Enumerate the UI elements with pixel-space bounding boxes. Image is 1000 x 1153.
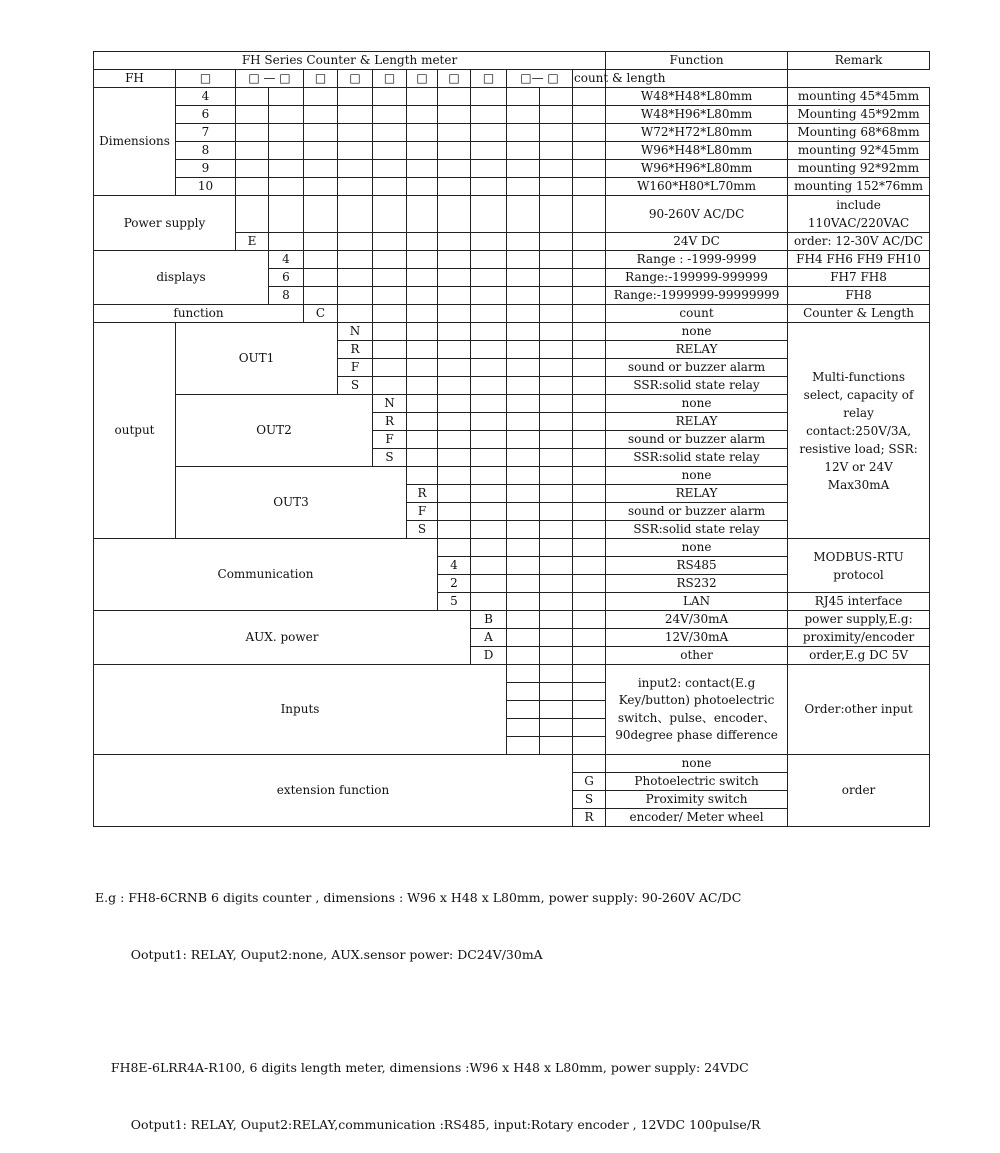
dim-code: 6	[176, 106, 236, 124]
aux-func: other	[606, 647, 788, 665]
note-line: Ootput1: RELAY, Ouput2:none, AUX.sensor power: DC24V/30mA	[95, 947, 543, 962]
comm-row	[94, 539, 930, 557]
function-header: Function	[606, 52, 788, 70]
code-box: □	[304, 70, 338, 88]
out2-code: S	[373, 449, 407, 467]
ext-code	[573, 755, 606, 773]
dim-code: 7	[176, 124, 236, 142]
aux-remark: power supply,E.g:	[788, 611, 930, 629]
inputs-row	[94, 665, 930, 683]
code-function: count & length	[573, 70, 606, 88]
note-line: Ootput1: RELAY, Ouput2:RELAY,communication :RS485, input:Rotary encoder , 12VDC 100pulse/R	[95, 1117, 761, 1132]
code-box: □	[176, 70, 236, 88]
out1-code: N	[338, 323, 373, 341]
dim-func: W160*H80*L70mm	[606, 178, 788, 196]
spec-table	[93, 51, 930, 827]
out-func: none	[606, 467, 788, 485]
power-code: E	[236, 233, 269, 251]
aux-func: 12V/30mA	[606, 629, 788, 647]
dim-func: W96*H48*L80mm	[606, 142, 788, 160]
comm-label: Communication	[94, 539, 438, 611]
code-box: □	[471, 70, 507, 88]
function-row	[94, 305, 930, 323]
ext-func: encoder/ Meter wheel	[606, 809, 788, 827]
out2-code: R	[373, 413, 407, 431]
out2-code: N	[373, 395, 407, 413]
ext-code: R	[573, 809, 606, 827]
dimensions-row	[94, 88, 930, 106]
dim-remark: mounting 92*45mm	[788, 142, 930, 160]
header-row	[94, 52, 930, 70]
function-func: count	[606, 305, 788, 323]
code-dash-box: □ — □	[236, 70, 304, 88]
dimensions-label: Dimensions	[94, 88, 176, 196]
out3-code: F	[407, 503, 438, 521]
out-func: SSR:solid state relay	[606, 521, 788, 539]
dim-code: 4	[176, 88, 236, 106]
remark-header: Remark	[788, 52, 930, 70]
out3-code: S	[407, 521, 438, 539]
aux-row	[94, 611, 930, 629]
inputs-remark: Order:other input	[788, 665, 930, 755]
comm-func: RS485	[606, 557, 788, 575]
out-func: none	[606, 323, 788, 341]
comm-code: 4	[438, 557, 471, 575]
code-box: □	[407, 70, 438, 88]
ext-code: G	[573, 773, 606, 791]
aux-label: AUX. power	[94, 611, 471, 665]
disp-code: 4	[269, 251, 304, 269]
disp-remark: FH7 FH8	[788, 269, 930, 287]
dim-remark: Mounting 45*92mm	[788, 106, 930, 124]
dim-func: W48*H48*L80mm	[606, 88, 788, 106]
code-box: □	[373, 70, 407, 88]
comm-func: RS232	[606, 575, 788, 593]
table-title: FH Series Counter & Length meter	[94, 52, 606, 70]
out-func: sound or buzzer alarm	[606, 359, 788, 377]
dimensions-row	[94, 106, 930, 124]
example-notes	[95, 850, 760, 1153]
displays-row	[94, 251, 930, 269]
dim-remark: Mounting 68*68mm	[788, 124, 930, 142]
out-func: SSR:solid state relay	[606, 449, 788, 467]
ext-code: S	[573, 791, 606, 809]
ext-row	[94, 755, 930, 773]
disp-remark: FH4 FH6 FH9 FH10	[788, 251, 930, 269]
ext-remark: order	[788, 755, 930, 827]
out-func: RELAY	[606, 413, 788, 431]
dim-func: W72*H72*L80mm	[606, 124, 788, 142]
dimensions-row	[94, 160, 930, 178]
out-func: none	[606, 395, 788, 413]
code-box: □	[338, 70, 373, 88]
code-row	[94, 70, 930, 88]
output-label: output	[94, 323, 176, 539]
function-label: function	[94, 305, 304, 323]
out-func: sound or buzzer alarm	[606, 431, 788, 449]
out2-label: OUT2	[176, 395, 373, 467]
function-code: C	[304, 305, 338, 323]
code-box: □	[438, 70, 471, 88]
out1-code: F	[338, 359, 373, 377]
out1-label: OUT1	[176, 323, 338, 395]
dim-remark: mounting 92*92mm	[788, 160, 930, 178]
comm-code: 5	[438, 593, 471, 611]
aux-code: A	[471, 629, 507, 647]
dim-code: 10	[176, 178, 236, 196]
out-func: sound or buzzer alarm	[606, 503, 788, 521]
dimensions-row	[94, 124, 930, 142]
aux-func: 24V/30mA	[606, 611, 788, 629]
note-line: FH8E-6LRR4A-R100, 6 digits length meter, dimensions :W96 x H48 x L80mm, power supply: 24VDC	[95, 1060, 749, 1075]
disp-func: Range:-199999-999999	[606, 269, 788, 287]
note-line: E.g : FH8-6CRNB 6 digits counter , dimensions : W96 x H48 x L80mm, power supply: 90-260V AC/DC	[95, 890, 742, 905]
out-func: SSR:solid state relay	[606, 377, 788, 395]
inputs-func: input2: contact(E.g Key/button) photoelectric switch、pulse、encoder、90degree phase difference	[606, 665, 788, 755]
power-remark: include 110VAC/220VAC	[788, 196, 930, 233]
power-row	[94, 196, 930, 233]
aux-code: B	[471, 611, 507, 629]
power-func: 90-260V AC/DC	[606, 196, 788, 233]
power-remark: order: 12-30V AC/DC	[788, 233, 930, 251]
disp-func: Range:-1999999-99999999	[606, 287, 788, 305]
out3-code: R	[407, 485, 438, 503]
ext-label: extension function	[94, 755, 573, 827]
aux-remark: order,E.g DC 5V	[788, 647, 930, 665]
comm-remark: MODBUS-RTU protocol	[788, 539, 930, 593]
dimensions-row	[94, 178, 930, 196]
out1-code: S	[338, 377, 373, 395]
dim-remark: mounting 45*45mm	[788, 88, 930, 106]
dim-code: 9	[176, 160, 236, 178]
comm-func: LAN	[606, 593, 788, 611]
out2-code: F	[373, 431, 407, 449]
dim-code: 8	[176, 142, 236, 160]
aux-code: D	[471, 647, 507, 665]
displays-label: displays	[94, 251, 269, 305]
dimensions-row	[94, 142, 930, 160]
dim-func: W96*H96*L80mm	[606, 160, 788, 178]
power-func: 24V DC	[606, 233, 788, 251]
disp-func: Range : -1999-9999	[606, 251, 788, 269]
code-fh: FH	[94, 70, 176, 88]
out3-label: OUT3	[176, 467, 407, 539]
ext-func: none	[606, 755, 788, 773]
ext-func: Photoelectric switch	[606, 773, 788, 791]
disp-code: 6	[269, 269, 304, 287]
aux-remark: proximity/encoder	[788, 629, 930, 647]
inputs-label: Inputs	[94, 665, 507, 755]
code-box-dash: □— □	[507, 70, 573, 88]
out1-code: R	[338, 341, 373, 359]
comm-code	[438, 539, 471, 557]
disp-remark: FH8	[788, 287, 930, 305]
comm-func: none	[606, 539, 788, 557]
power-label: Power supply	[94, 196, 236, 251]
out-func: RELAY	[606, 341, 788, 359]
ext-func: Proximity switch	[606, 791, 788, 809]
out-func: RELAY	[606, 485, 788, 503]
function-remark: Counter & Length	[788, 305, 930, 323]
output-row	[94, 323, 930, 341]
comm-code: 2	[438, 575, 471, 593]
dim-remark: mounting 152*76mm	[788, 178, 930, 196]
dim-func: W48*H96*L80mm	[606, 106, 788, 124]
disp-code: 8	[269, 287, 304, 305]
comm-remark: RJ45 interface	[788, 593, 930, 611]
output-remark: Multi-functions select, capacity of relay contact:250V/3A, resistive load; SSR: 12V or 24V Max30mA	[788, 323, 930, 539]
